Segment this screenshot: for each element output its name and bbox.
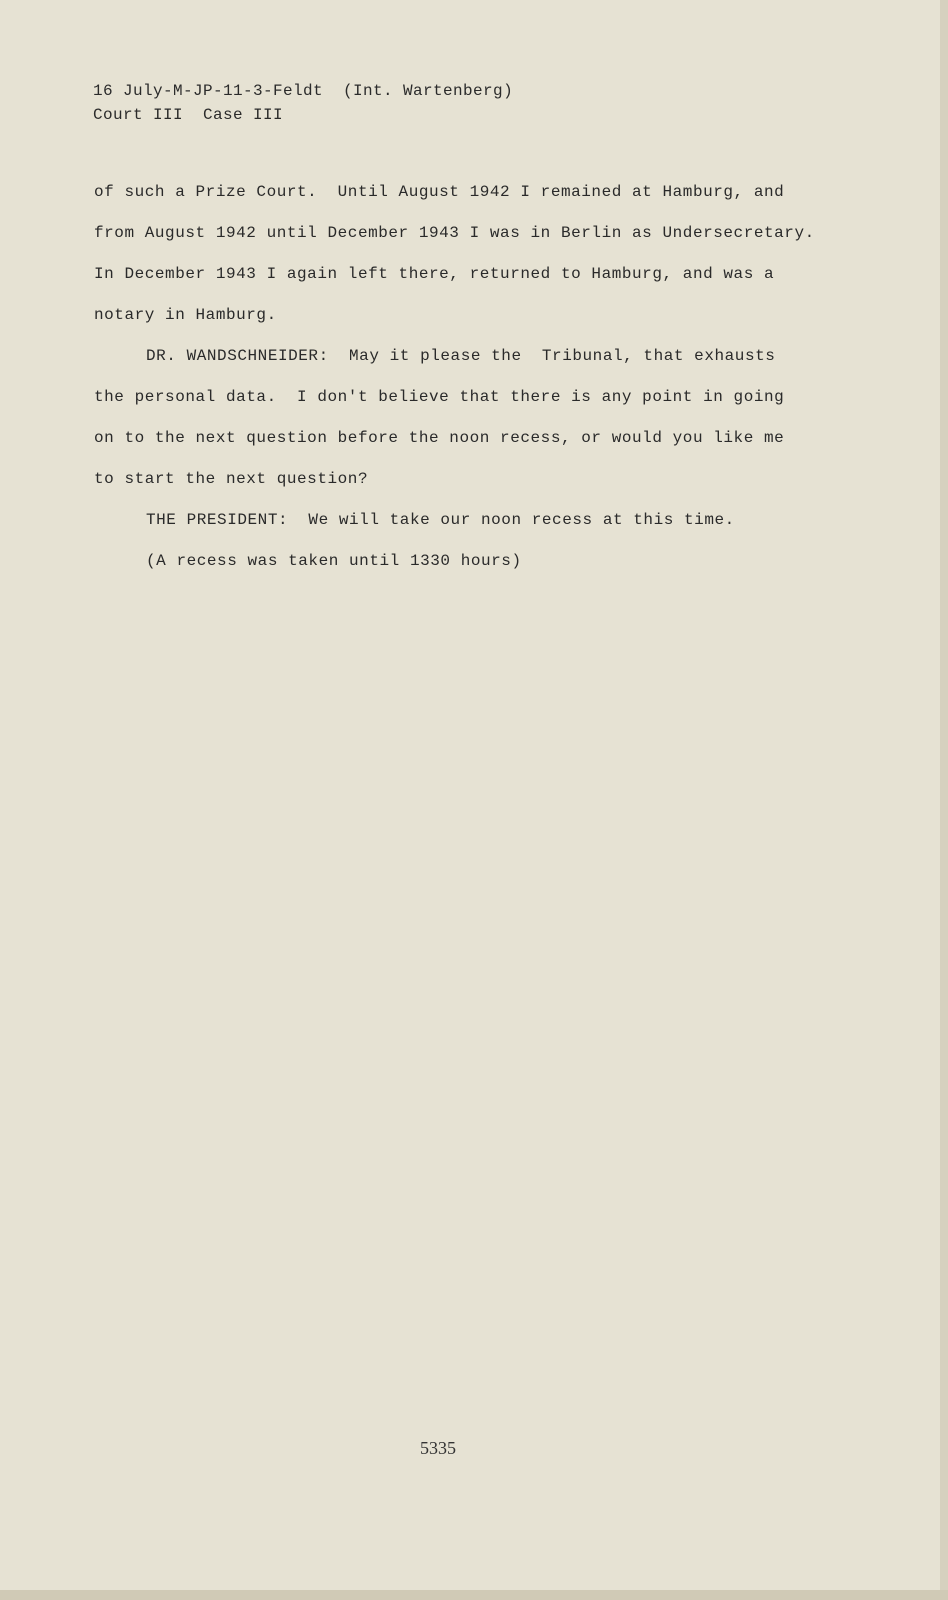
body-line-2: from August 1942 until December 1943 I was in Berlin as Undersecretary. (94, 224, 815, 242)
page-edge-right (940, 0, 948, 1600)
page-edge-bottom (0, 1590, 948, 1600)
body-line-4: notary in Hamburg. (94, 306, 277, 324)
body-line-9: THE PRESIDENT: We will take our noon recess at this time. (146, 511, 735, 529)
body-line-6: the personal data. I don't believe that there is any point in going (94, 388, 785, 406)
body-line-3: In December 1943 I again left there, returned to Hamburg, and was a (94, 265, 775, 283)
body-line-5: DR. WANDSCHNEIDER: May it please the Tribunal, that exhausts (146, 347, 776, 365)
body-line-10: (A recess was taken until 1330 hours) (146, 552, 522, 570)
page-number: 5335 (420, 1438, 456, 1458)
body-line-7: on to the next question before the noon recess, or would you like me (94, 429, 785, 447)
header-court-case: Court III Case III (93, 106, 284, 124)
header-case-reference: 16 July-M-JP-11-3-Feldt (Int. Wartenberg) (93, 82, 514, 100)
body-line-1: of such a Prize Court. Until August 1942 I remained at Hamburg, and (94, 183, 785, 201)
body-line-8: to start the next question? (94, 470, 369, 488)
